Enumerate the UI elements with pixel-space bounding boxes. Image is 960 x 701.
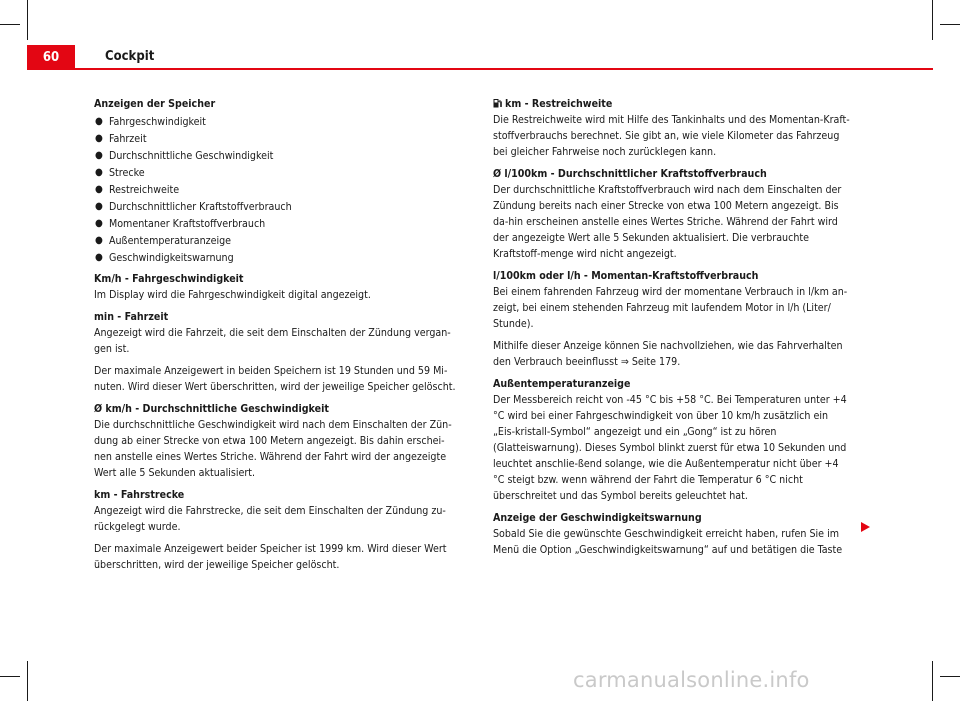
crop-mark xyxy=(27,0,28,40)
fuel-pump-icon xyxy=(493,98,502,108)
cur-cons-text: Bei einem fahrenden Fahrzeug wird der momentane Verbrauch in l/km an-zeigt, bei einem stehenden Fahrzeug mit laufendem Motor in l/h (Liter/ Stunde). xyxy=(493,286,848,330)
crop-mark xyxy=(940,676,960,677)
range-heading-row xyxy=(493,96,853,112)
section-title: Cockpit xyxy=(105,49,155,64)
bullet-icon: ● xyxy=(95,167,103,178)
range-heading: km - Restreichweite xyxy=(505,98,613,110)
bullet-icon: ● xyxy=(95,201,103,212)
crop-mark xyxy=(0,676,20,677)
bullet-icon: ● xyxy=(95,133,103,144)
header-rule xyxy=(75,68,933,70)
list-item: ● Restreichweite xyxy=(95,184,180,196)
crop-mark xyxy=(932,0,933,40)
list-item: ● Momentaner Kraftstoffverbrauch xyxy=(95,218,266,230)
temp-heading: Außentemperaturanzeige xyxy=(493,378,631,390)
avg-cons-text: Der durchschnittliche Kraftstoffverbrauch wird nach dem Einschalten der Zündung bereits nach einer Strecke von etwa 100 Metern angezeigt. Bis da-hin erscheinen anstelle eines Wertes Striche. Während der Fahrt wird der angezeigte Wert alle 5 Sekunden aktualisiert. Die verbrauchte Kraftstoff-menge wird nicht angezeigt. xyxy=(493,184,842,260)
list-item: ● Durchschnittlicher Kraftstoffverbrauch xyxy=(95,201,292,213)
right-column xyxy=(493,96,853,564)
warn-text: Sobald Sie die gewünschte Geschwindigkeit erreicht haben, rufen Sie im Menü die Option „Geschwindigkeitswarnung“ auf und betätigen die Taste xyxy=(493,528,843,556)
page-number: 60 xyxy=(27,45,75,70)
bullet-icon: ● xyxy=(95,252,103,263)
crop-mark xyxy=(940,24,960,25)
bullet-icon: ● xyxy=(95,218,103,229)
km-heading: km - Fahrstrecke xyxy=(94,489,185,501)
temp-text: Der Messbereich reicht von -45 °C bis +58 °C. Bei Temperaturen unter +4 °C wird bei einer Fahrgeschwindigkeit von über 10 km/h zusätzlich ein „Eis-kristall-Symbol“ angezeigt und ein „Gong“ ist zu hören (Glatteiswarnung). Dieses Symbol blinkt zuerst für etwa 10 Sekunden und leuchtet anschlie-ßend solange, wie die Außentemperatur nicht über +4 °C steigt bzw. wenn während der Fahrt die Temperatur 6 °C nicht überschreitet und das Symbol bereits geleuchtet hat. xyxy=(493,394,847,502)
list-item: ● Durchschnittliche Geschwindigkeit xyxy=(95,150,274,162)
bullet-icon: ● xyxy=(95,116,103,127)
left-column xyxy=(94,96,460,579)
list-item: ● Außentemperaturanzeige xyxy=(95,235,232,247)
avg-cons-heading: Ø l/100km - Durchschnittlicher Kraftstoffverbrauch xyxy=(493,168,767,180)
kmh-text: Im Display wird die Fahrgeschwindigkeit digital angezeigt. xyxy=(94,289,371,301)
list-item: ● Geschwindigkeitswarnung xyxy=(95,252,234,264)
continue-arrow-icon xyxy=(861,522,870,532)
avg-speed-heading: Ø km/h - Durchschnittliche Geschwindigkeit xyxy=(94,403,329,415)
bullet-icon: ● xyxy=(95,150,103,161)
cur-cons-heading: l/100km oder l/h - Momentan-Kraftstoffverbrauch xyxy=(493,270,759,282)
intro-heading: Anzeigen der Speicher xyxy=(94,98,216,110)
watermark: carmanualsonline.info xyxy=(573,668,810,692)
list-item: ● Strecke xyxy=(95,167,145,179)
memory-list xyxy=(94,114,460,267)
list-item: ● Fahrzeit xyxy=(95,133,147,145)
cur-cons-text-2: Mithilfe dieser Anzeige können Sie nachvollziehen, wie das Fahrverhalten den Verbrauch beeinflusst ⇒ Seite 179. xyxy=(493,340,843,368)
km-text: Angezeigt wird die Fahrstrecke, die seit dem Einschalten der Zündung zu-rückgelegt wurde. xyxy=(94,505,446,533)
min-text: Angezeigt wird die Fahrzeit, die seit dem Einschalten der Zündung vergan-gen ist. xyxy=(94,327,451,355)
min-text-2: Der maximale Anzeigewert in beiden Speichern ist 19 Stunden und 59 Mi-nuten. Wird dieser Wert überschritten, wird der jeweilige Speicher gelöscht. xyxy=(94,365,456,393)
avg-speed-text: Die durchschnittliche Geschwindigkeit wird nach dem Einschalten der Zün-dung ab einer Strecke von etwa 100 Metern angezeigt. Bis dahin erschei-nen anstelle eines Wertes Striche. Während der Fahrt wird der angezeigte Wert alle 5 Sekunden aktualisiert. xyxy=(94,419,452,479)
min-heading: min - Fahrzeit xyxy=(94,311,169,323)
crop-mark xyxy=(0,24,20,25)
crop-mark xyxy=(932,661,933,701)
list-item: ● Fahrgeschwindigkeit xyxy=(95,116,206,128)
range-text: Die Restreichweite wird mit Hilfe des Tankinhalts und des Momentan-Kraft-stoffverbrauchs berechnet. Sie gibt an, wie viele Kilometer das Fahrzeug bei gleicher Fahrweise noch zurücklegen kann. xyxy=(493,114,850,158)
crop-mark xyxy=(27,661,28,701)
kmh-heading: Km/h - Fahrgeschwindigkeit xyxy=(94,273,244,285)
bullet-icon: ● xyxy=(95,235,103,246)
warn-heading: Anzeige der Geschwindigkeitswarnung xyxy=(493,512,702,524)
km-text-2: Der maximale Anzeigewert beider Speicher ist 1999 km. Wird dieser Wert überschritten, wird der jeweilige Speicher gelöscht. xyxy=(94,543,447,571)
bullet-icon: ● xyxy=(95,184,103,195)
